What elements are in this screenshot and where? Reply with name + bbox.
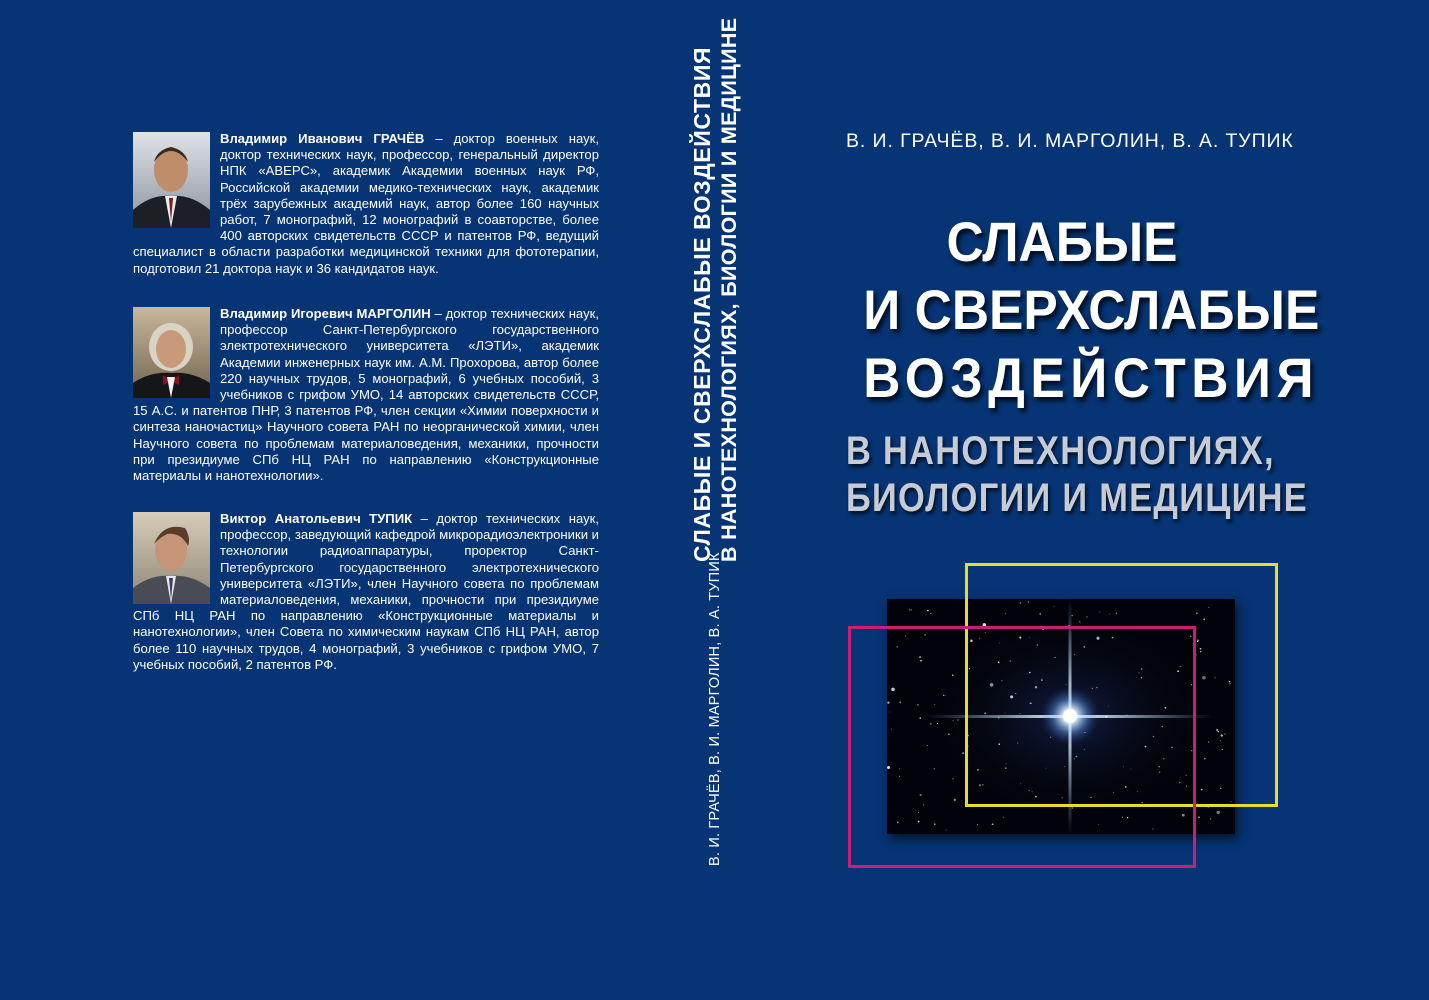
title-line: ВОЗДЕЙСТВИЯ xyxy=(863,346,1320,409)
spine-authors: В. И. ГРАЧЁВ, В. И. МАРГОЛИН, В. А. ТУПИК xyxy=(707,552,723,866)
spine-title-line1: СЛАБЫЕ И СВЕРХСЛАБЫЕ ВОЗДЕЙСТВИЯ xyxy=(689,46,715,562)
subtitle-line: В НАНОТЕХНОЛОГИЯХ, xyxy=(846,429,1275,473)
bio-text: – доктор технических наук, профессор, заведующий кафедрой микрорадиоэлектроники и технологии радиоаппаратуры, проректор Санкт-Петербургского государственного электротехнического университета «ЛЭТИ», член Научного совета по проблемам материаловедения, механики, прочности при президиуме СПб НЦ РАН по направлению «Конструкционные материалы и нанотехнологии», член Совета по химическим наукам СПб НЦ РАН, автор более 110 научных трудов, 4 монографий, 3 учебников с грифом УМО, 7 учебных пособий, 2 патентов РФ. xyxy=(133,511,599,672)
star-dot xyxy=(909,609,910,610)
author-photo-margolin xyxy=(133,307,210,398)
author-bio-grachev xyxy=(133,131,599,277)
star-dot xyxy=(1198,816,1200,818)
front-authors: В. И. ГРАЧЁВ, В. И. МАРГОЛИН, В. А. ТУПИК xyxy=(846,130,1294,152)
book-subtitle xyxy=(846,428,1309,522)
star-dot xyxy=(1210,818,1211,819)
subtitle-line: БИОЛОГИИ И МЕДИЦИНЕ xyxy=(846,476,1309,520)
star-dot xyxy=(911,609,912,610)
star-dot xyxy=(927,610,928,611)
bio-text: – доктор военных наук, доктор технических наук, профессор, генеральный директор НПК «АВЕРС», академик Академии военных наук РФ, Российской академии медико-технических наук, академик трёх зарубежных академий наук, автор более 160 научных работ, 7 монографий, 12 монографий в соавторстве, более 400 авторских свидетельств СССР и патентов РФ, ведущий специалист в области разработки медицинской техники для фототерапии, подготовил 21 доктора наук и 36 кандидатов наук. xyxy=(133,131,599,276)
star-dot xyxy=(1217,811,1220,814)
bio-text: – доктор технических наук, профессор Санкт-Петербургского государственного электротехнического университета «ЛЭТИ», академик Академии инженерных наук им. А.М. Прохорова, автор более 220 научных трудов, 5 монографий, 6 учебных пособий, 3 учебников с грифом УМО, 14 авторских свидетельств СССР, 15 А.С. и патентов ПНР, 3 патентов РФ, член секции «Химии поверхности и синтеза наночастиц» Научного совета РАН по неорганической химии, член Научного совета по проблемам материаловедения, механики, прочности при президиуме СПб НЦ РАН по направлению «Конструкционные материалы и нанотехнологии». xyxy=(133,306,599,484)
author-bio-margolin xyxy=(133,306,599,484)
star-dot xyxy=(930,613,931,614)
bio-name: Виктор Анатольевич ТУПИК xyxy=(220,511,413,526)
book-title xyxy=(863,208,1320,412)
decorative-frame-magenta xyxy=(848,626,1196,868)
author-photo-grachev xyxy=(133,132,210,228)
spine-title-line2: В НАНОТЕХНОЛОГИЯХ, БИОЛОГИИ И МЕДИЦИНЕ xyxy=(717,17,741,562)
author-bio-tupik xyxy=(133,511,599,673)
star-dot xyxy=(1208,807,1209,808)
title-line: И СВЕРХСЛАБЫЕ xyxy=(863,278,1320,341)
bio-name: Владимир Игоревич МАРГОЛИН xyxy=(220,306,431,321)
bio-name: Владимир Иванович ГРАЧЁВ xyxy=(220,131,425,146)
title-line: СЛАБЫЕ xyxy=(946,210,1178,273)
author-photo-tupik xyxy=(133,512,210,604)
